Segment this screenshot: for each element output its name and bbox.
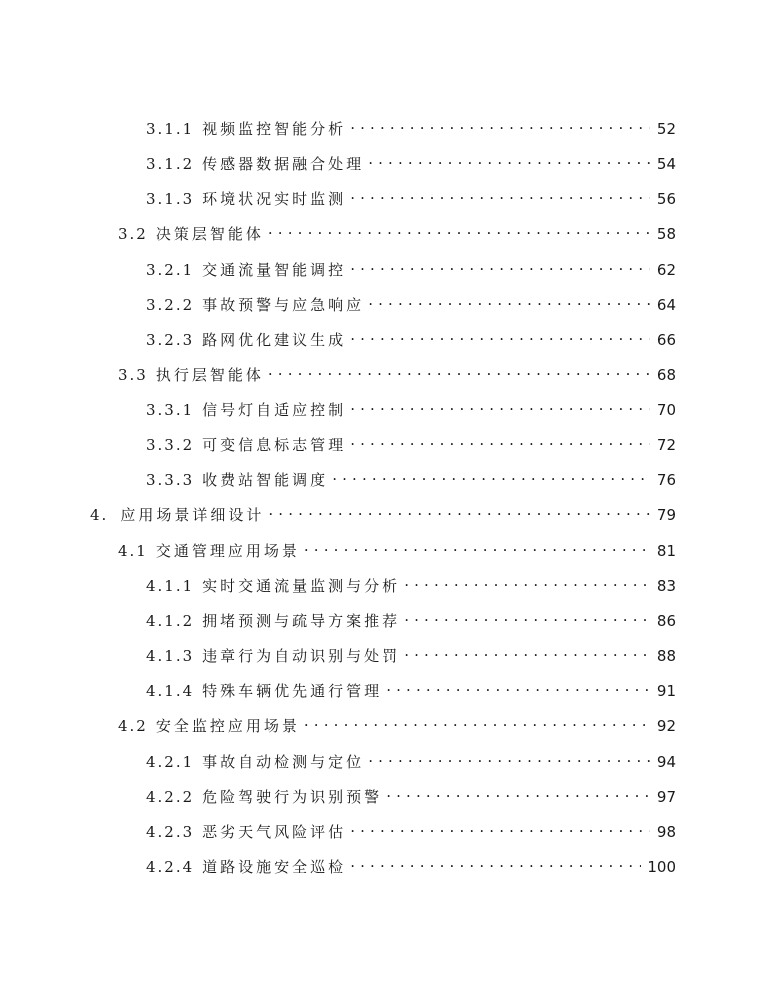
entry-title: 危险驾驶行为识别预警	[202, 788, 383, 806]
toc-entry-3-1-2[interactable]	[146, 149, 676, 174]
entry-title: 交通管理应用场景	[155, 542, 300, 560]
entry-page-number: 81	[656, 542, 676, 560]
toc-entry-3-2-2[interactable]	[146, 290, 676, 315]
entry-title: 决策层智能体	[155, 225, 264, 243]
entry-page-number: 54	[656, 155, 676, 173]
entry-page-number: 92	[656, 717, 676, 735]
entry-number: 4.2.1	[146, 753, 195, 771]
entry-number: 4.	[90, 506, 109, 524]
entry-page-number: 97	[656, 788, 676, 806]
toc-entry-4-1[interactable]	[118, 536, 676, 561]
dot-leader	[404, 606, 650, 626]
entry-page-number: 58	[656, 225, 676, 243]
toc-entry-4[interactable]	[90, 500, 676, 525]
entry-page-number: 88	[656, 647, 676, 665]
toc-entry-3-3-1[interactable]	[146, 395, 676, 420]
entry-title: 环境状况实时监测	[202, 190, 347, 208]
entry-title: 恶劣天气风险评估	[202, 823, 347, 841]
entry-title: 道路设施安全巡检	[202, 858, 347, 876]
entry-number: 3.2.2	[146, 296, 195, 314]
entry-number: 4.1.1	[146, 577, 195, 595]
entry-title: 信号灯自适应控制	[202, 401, 347, 419]
dot-leader	[332, 465, 650, 485]
toc-entry-4-1-4[interactable]	[146, 676, 676, 701]
toc-entry-4-1-3[interactable]	[146, 641, 676, 666]
entry-number: 4.1.3	[146, 647, 195, 665]
entry-page-number: 70	[656, 401, 676, 419]
entry-page-number: 94	[656, 753, 676, 771]
toc-entry-3-3[interactable]	[118, 360, 676, 385]
entry-number: 4.2.4	[146, 858, 195, 876]
dot-leader	[368, 747, 650, 767]
dot-leader	[350, 852, 641, 872]
entry-page-number: 83	[656, 577, 676, 595]
dot-leader	[268, 500, 650, 520]
entry-number: 3.3	[118, 366, 148, 384]
entry-number: 3.2.3	[146, 331, 195, 349]
entry-number: 4.2.3	[146, 823, 195, 841]
toc-entry-4-1-1[interactable]	[146, 571, 676, 596]
entry-title: 实时交通流量监测与分析	[202, 577, 401, 595]
entry-title: 传感器数据融合处理	[202, 155, 365, 173]
entry-page-number: 91	[656, 682, 676, 700]
dot-leader	[368, 149, 650, 169]
toc-entry-4-2-3[interactable]	[146, 817, 676, 842]
toc-entry-3-1-3[interactable]	[146, 184, 676, 209]
dot-leader	[350, 430, 650, 450]
toc-entry-3-2-3[interactable]	[146, 325, 676, 350]
toc-entry-4-1-2[interactable]	[146, 606, 676, 631]
dot-leader	[350, 395, 650, 415]
dot-leader	[386, 676, 650, 696]
entry-number: 3.3.1	[146, 401, 195, 419]
entry-title: 路网优化建议生成	[202, 331, 347, 349]
entry-page-number: 72	[656, 436, 676, 454]
entry-title: 应用场景详细设计	[120, 506, 265, 524]
entry-number: 3.2	[118, 225, 148, 243]
dot-leader	[368, 290, 650, 310]
entry-number: 3.2.1	[146, 261, 195, 279]
dot-leader	[404, 571, 650, 591]
toc-entry-3-2[interactable]	[118, 219, 676, 244]
entry-number: 3.1.1	[146, 120, 195, 138]
entry-page-number: 64	[656, 296, 676, 314]
toc-entry-3-3-3[interactable]	[146, 465, 676, 490]
entry-title: 执行层智能体	[155, 366, 264, 384]
dot-leader	[404, 641, 650, 661]
dot-leader	[350, 325, 650, 345]
entry-title: 拥堵预测与疏导方案推荐	[202, 612, 401, 630]
entry-page-number: 56	[656, 190, 676, 208]
entry-title: 收费站智能调度	[202, 471, 329, 489]
dot-leader	[350, 255, 650, 275]
dot-leader	[350, 817, 650, 837]
entry-page-number: 86	[656, 612, 676, 630]
dot-leader	[304, 536, 650, 556]
entry-page-number: 76	[656, 471, 676, 489]
entry-title: 视频监控智能分析	[202, 120, 347, 138]
entry-title: 事故预警与应急响应	[202, 296, 365, 314]
toc-entry-4-2-4[interactable]	[146, 852, 676, 877]
entry-title: 可变信息标志管理	[202, 436, 347, 454]
entry-number: 3.3.3	[146, 471, 195, 489]
entry-number: 4.1.4	[146, 682, 195, 700]
entry-page-number: 68	[656, 366, 676, 384]
entry-page-number: 100	[647, 858, 676, 876]
entry-number: 3.1.3	[146, 190, 195, 208]
dot-leader	[268, 219, 650, 239]
toc-entry-3-1-1[interactable]	[146, 114, 676, 139]
toc-entry-3-2-1[interactable]	[146, 255, 676, 280]
entry-page-number: 98	[656, 823, 676, 841]
entry-number: 3.3.2	[146, 436, 195, 454]
entry-number: 4.1.2	[146, 612, 195, 630]
toc-entry-4-2[interactable]	[118, 711, 676, 736]
entry-page-number: 66	[656, 331, 676, 349]
entry-page-number: 79	[656, 506, 676, 524]
entry-page-number: 52	[656, 120, 676, 138]
toc-entry-4-2-2[interactable]	[146, 782, 676, 807]
entry-page-number: 62	[656, 261, 676, 279]
entry-number: 4.2.2	[146, 788, 195, 806]
entry-title: 交通流量智能调控	[202, 261, 347, 279]
entry-number: 4.2	[118, 717, 148, 735]
dot-leader	[350, 114, 650, 134]
dot-leader	[386, 782, 650, 802]
dot-leader	[350, 184, 650, 204]
dot-leader	[304, 711, 650, 731]
entry-number: 3.1.2	[146, 155, 195, 173]
entry-title: 特殊车辆优先通行管理	[202, 682, 383, 700]
toc-entry-4-2-1[interactable]	[146, 747, 676, 772]
toc-entry-3-3-2[interactable]	[146, 430, 676, 455]
entry-number: 4.1	[118, 542, 148, 560]
entry-title: 事故自动检测与定位	[202, 753, 365, 771]
dot-leader	[268, 360, 650, 380]
entry-title: 安全监控应用场景	[155, 717, 300, 735]
entry-title: 违章行为自动识别与处罚	[202, 647, 401, 665]
